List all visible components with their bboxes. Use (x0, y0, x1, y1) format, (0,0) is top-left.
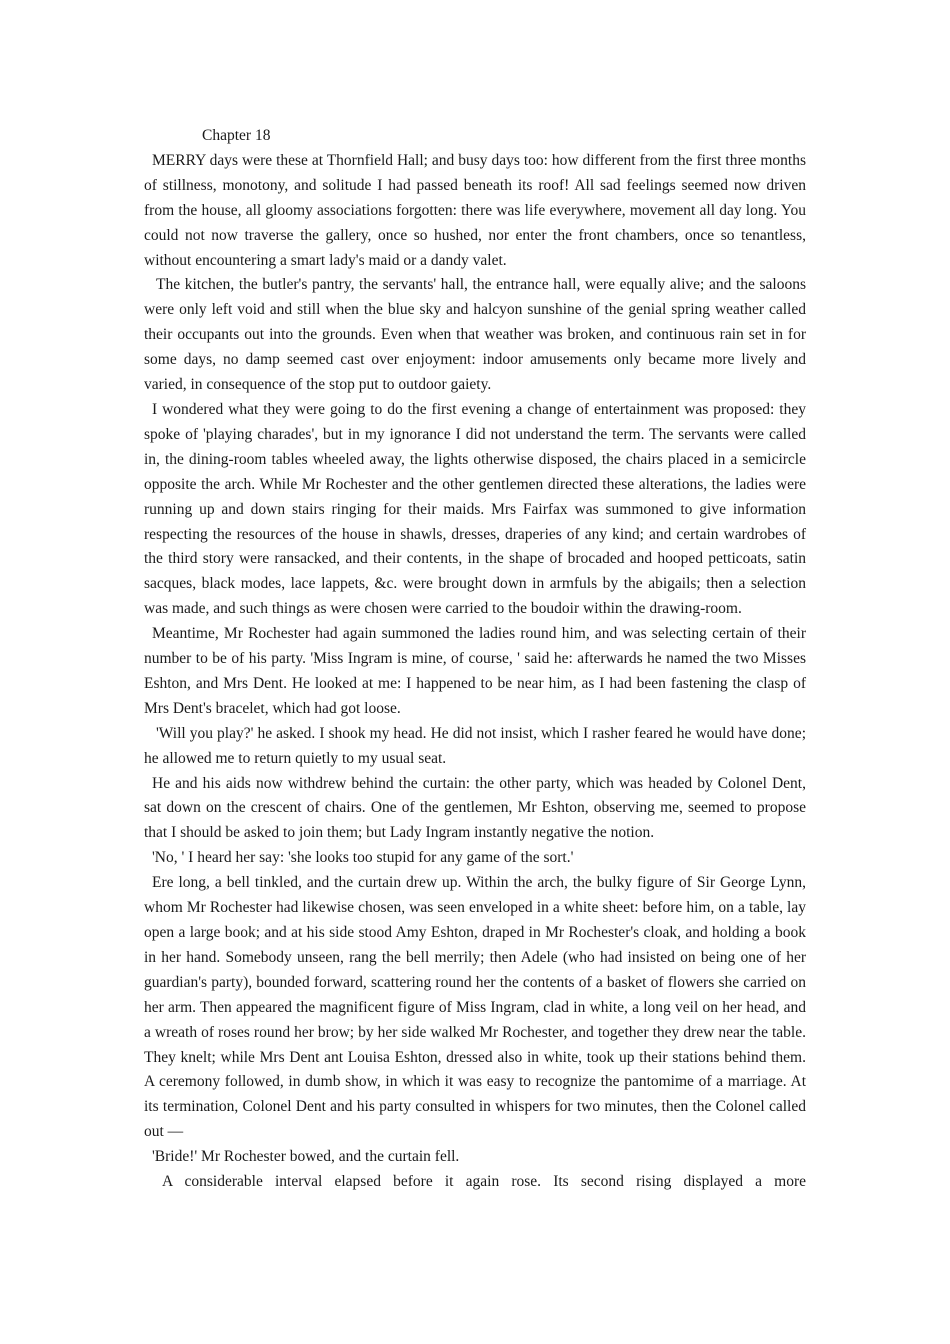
paragraph-5: 'Will you play?' he asked. I shook my head. He did not insist, which I rasher feared he would have done; he allowed me to return quietly to my usual seat. (144, 724, 806, 767)
paragraph-6: He and his aids now withdrew behind the curtain: the other party, which was headed by Colonel Dent, sat down on the crescent of chairs. One of the gentlemen, Mr Eshton, observing me, seemed to propose that I should be asked to join them; but Lady Ingram instantly negative the notion. (144, 774, 806, 842)
paragraph-3: I wondered what they were going to do the first evening a change of entertainment was proposed: they spoke of 'playing charades', but in my ignorance I did not understand the term. The servants were called in, the dining-room tables wheeled away, the lights otherwise disposed, the chairs placed in a semicircle opposite the arch. While Mr Rochester and the other gentlemen directed these alterations, the ladies were running up and down stairs ringing for their maids. Mrs Fairfax was summoned to give information respecting the resources of the house in shawls, dresses, draperies of any kind; and certain wardrobes of the third story were ransacked, and their contents, in the shape of brocaded and hooped petticoats, satin sacques, black modes, lace lappets, &c. were brought down in armfuls by the abigails; then a selection was made, and such things as were chosen were carried to the boudoir within the drawing-room. (144, 400, 806, 618)
paragraph-8: Ere long, a bell tinkled, and the curtain drew up. Within the arch, the bulky figure of Sir George Lynn, whom Mr Rochester had likewise chosen, was seen enveloped in a white sheet: before him, on a table, lay open a large book; and at his side stood Amy Eshton, draped in Mr Rochester's cloak, and holding a book in her hand. Somebody unseen, rang the bell merrily; then Adele (who had insisted on being one of her guardian's party), bounded forward, scattering round her the contents of a basket of flowers she carried on her arm. Then appeared the magnificent figure of Miss Ingram, clad in white, a long veil on her head, and a wreath of roses round her brow; by her side walked Mr Rochester, and together they drew near the table. They knelt; while Mrs Dent ant Louisa Eshton, dressed also in white, took up their stations behind them. A ceremony followed, in dumb show, in which it was easy to recognize the pantomime of a marriage. At its termination, Colonel Dent and his party consulted in whispers for two minutes, then the Colonel called out — (144, 874, 806, 1141)
paragraph-1: MERRY days were these at Thornfield Hall; and busy days too: how different from the first three months of stillness, monotony, and solitude I had passed beneath its roof! All sad feelings seemed now driven from the house, all gloomy associations forgotten: there was life everywhere, movement all day long. You could not now traverse the gallery, once so hushed, nor enter the front chambers, once so tenantless, without encountering a smart lady's maid or a dandy valet. (144, 151, 806, 269)
chapter-title: Chapter 18 (202, 127, 271, 144)
paragraph-9: 'Bride!' Mr Rochester bowed, and the curtain fell. (152, 1148, 460, 1166)
document-page (144, 124, 806, 1195)
paragraph-4: Meantime, Mr Rochester had again summoned the ladies round him, and was selecting certain of their number to be of his party. 'Miss Ingram is mine, of course, ' said he: afterwards he named the two Misses Eshton, and Mrs Dent. He looked at me: I happened to be near him, as I had been fastening the clasp of Mrs Dent's bracelet, which had got loose. (144, 625, 806, 717)
paragraph-7: 'No, ' I heard her say: 'she looks too stupid for any game of the sort.' (152, 849, 574, 867)
paragraph-2: The kitchen, the butler's pantry, the servants' hall, the entrance hall, were equally alive; and the saloons were only left void and still when the blue sky and halcyon sunshine of the genial spring weather called their occupants out into the grounds. Even when that weather was broken, and continuous rain set in for some days, no damp seemed cast over enjoyment: indoor amusements only became more lively and varied, in consequence of the stop put to outdoor gaiety. (144, 276, 806, 394)
paragraph-10: A considerable interval elapsed before it again rose. Its second rising displayed a more (162, 1173, 806, 1191)
